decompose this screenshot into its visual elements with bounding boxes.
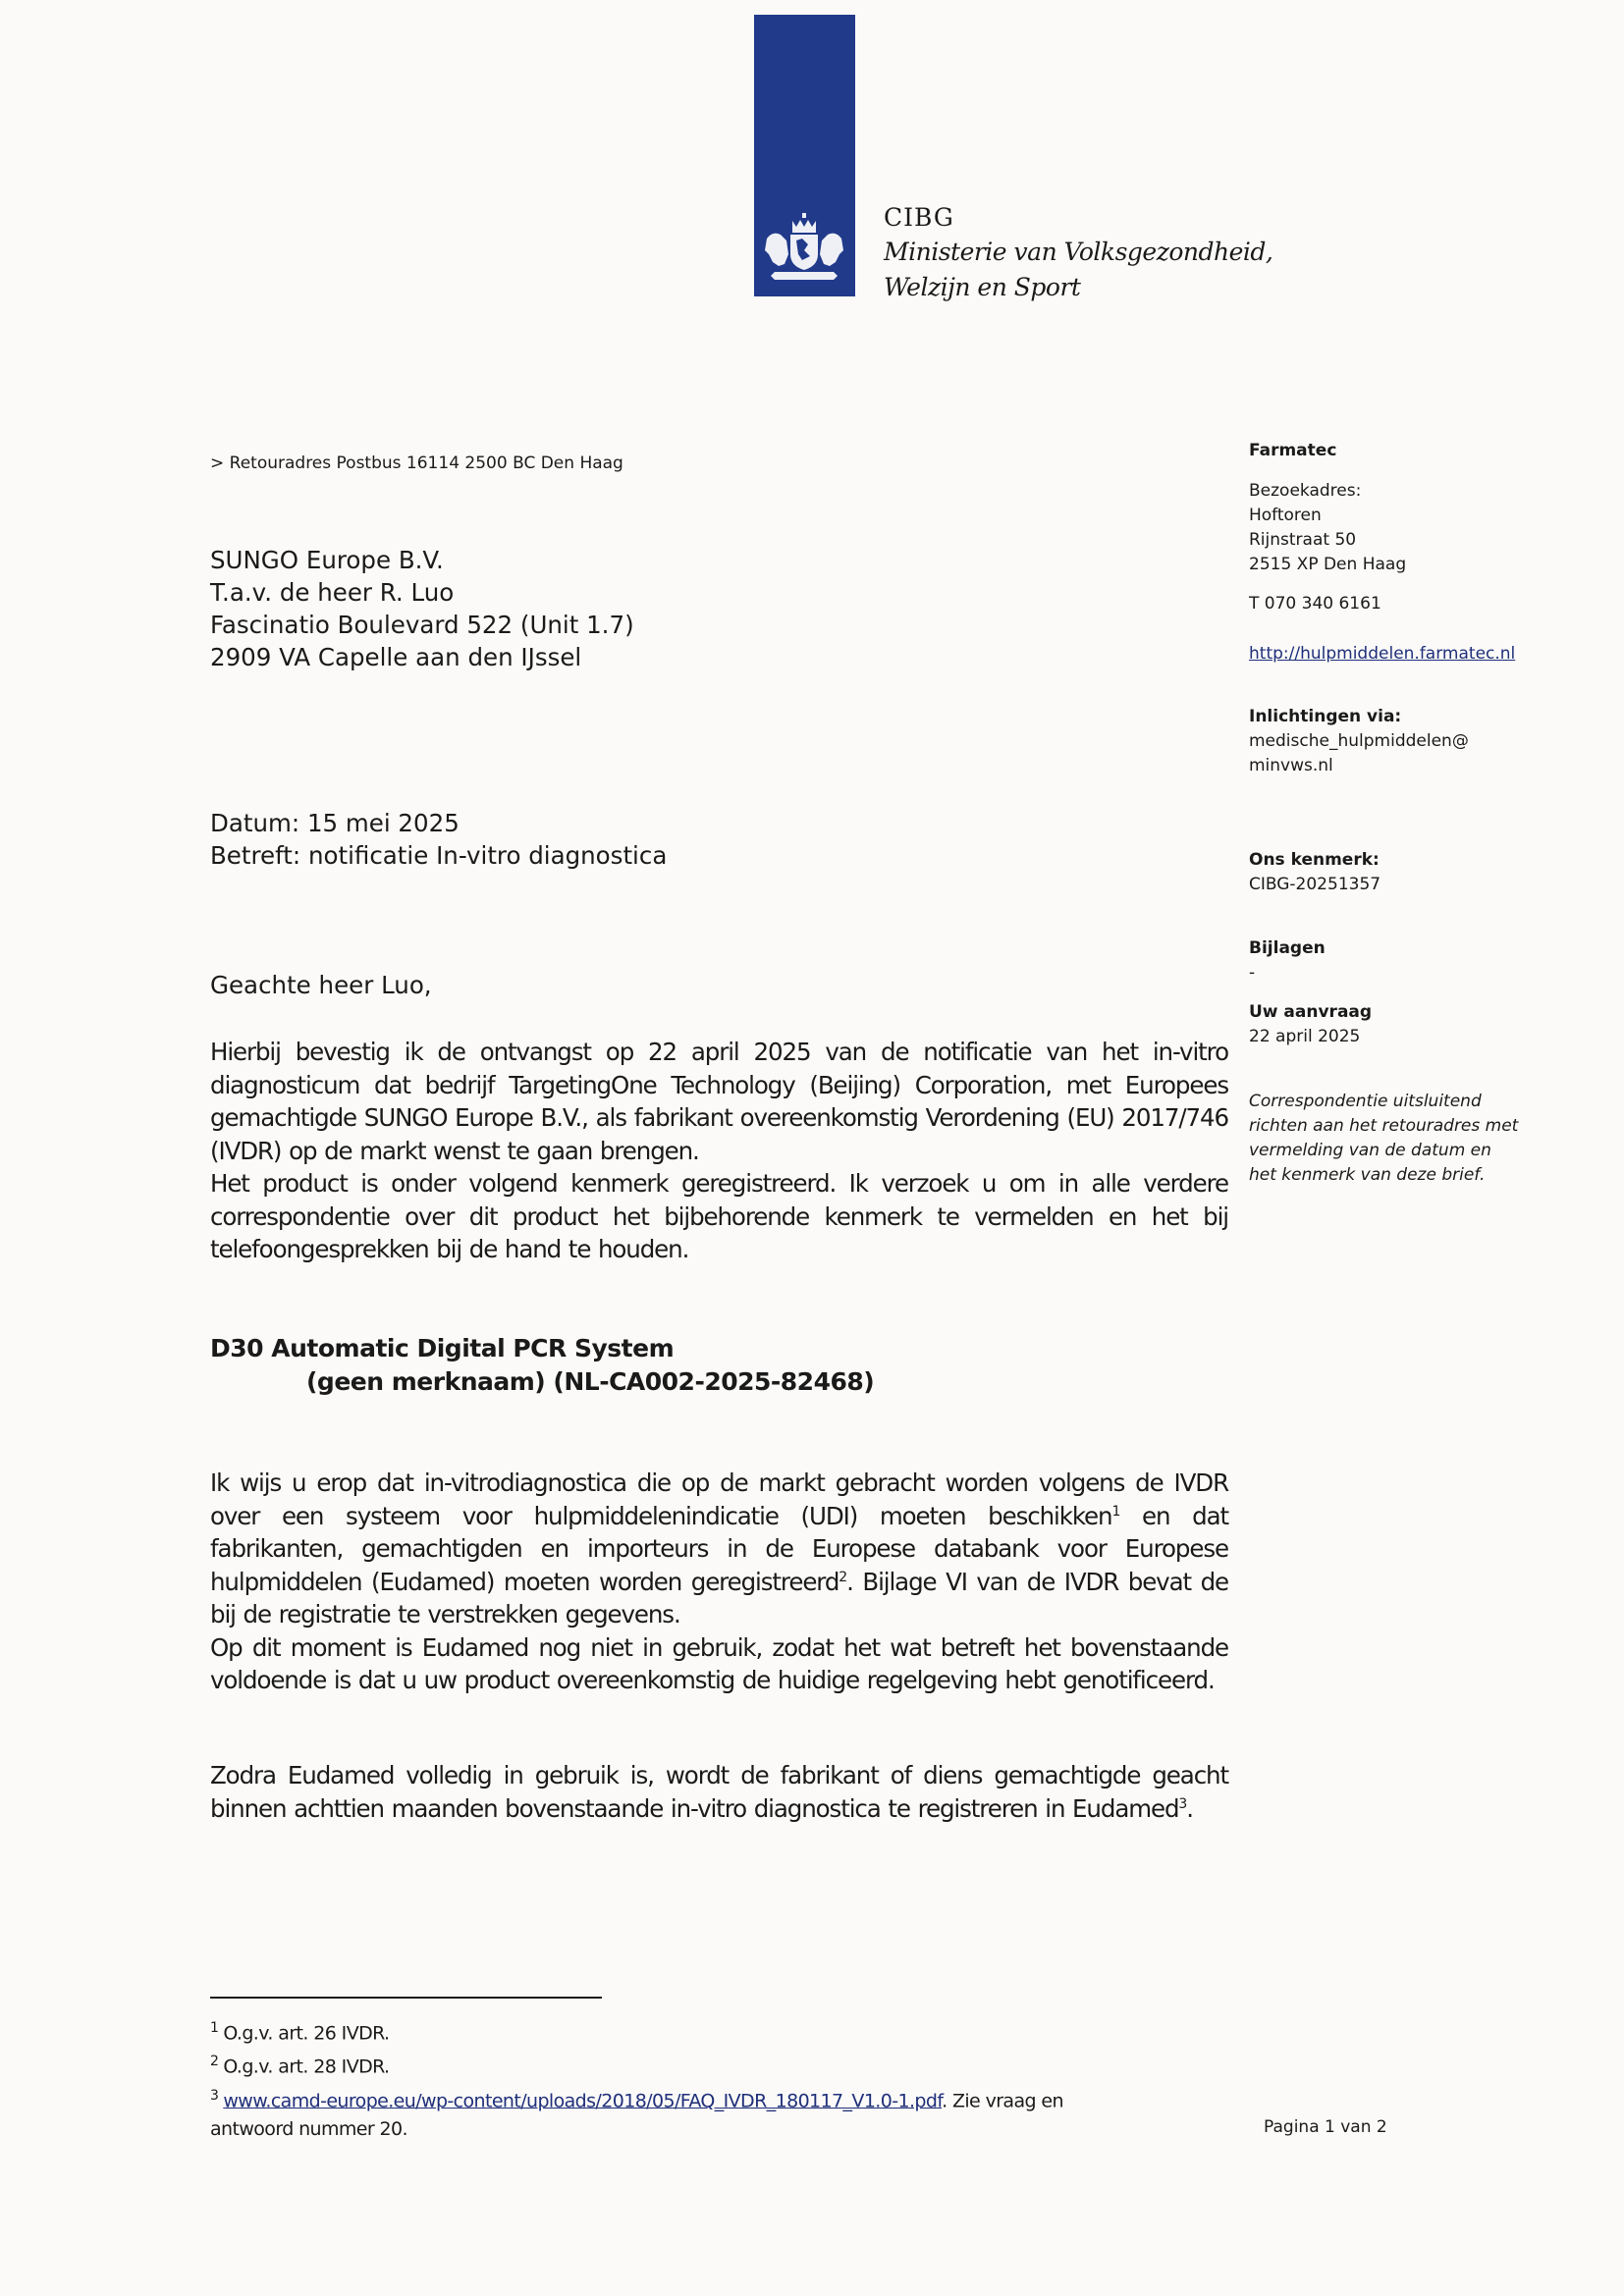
visit-address-line2: Rijnstraat 50 bbox=[1249, 530, 1357, 550]
department-name: Farmatec bbox=[1249, 441, 1337, 460]
footnote-ref-2: 2 bbox=[839, 1569, 847, 1585]
organization-name bbox=[884, 201, 1272, 305]
paragraph-eudamed-registration bbox=[210, 1759, 1228, 1825]
paragraph-eudamed-text1: Zodra Eudamed volledig in gebruik is, wordt de fabrikant of diens gemachtigde geacht binnen achttien maanden bovenstaande in-vitro diagnostica te registreren in Eudamed bbox=[210, 1761, 1228, 1823]
body-section-intro bbox=[210, 1036, 1228, 1266]
footnote-1-text: O.g.v. art. 26 IVDR. bbox=[223, 2022, 390, 2045]
paragraph-eudamed-text2: . bbox=[1186, 1793, 1193, 1823]
paragraph-udi bbox=[210, 1467, 1228, 1631]
product-registration-code: (geen merknaam) (NL-CA002-2025-82468) bbox=[306, 1367, 875, 1396]
org-short-name: CIBG bbox=[884, 203, 954, 232]
note-line1: Correspondentie uitsluitend bbox=[1249, 1092, 1482, 1111]
addressee-block bbox=[210, 544, 634, 673]
sidebar-visit-address bbox=[1249, 479, 1406, 577]
visit-address-line1: Hoftoren bbox=[1249, 506, 1322, 525]
footnote-2-text: O.g.v. art. 28 IVDR. bbox=[223, 2056, 390, 2078]
note-line3: vermelding van de datum en bbox=[1249, 1141, 1491, 1160]
sidebar-reference bbox=[1249, 848, 1380, 897]
sidebar-department bbox=[1249, 439, 1336, 463]
paragraph-registration: Het product is onder volgend kenmerk geregistreerd. Ik verzoek u om in alle verdere correspondentie over dit product het bijbehorende kenmerk te vermelden en het bij telefoongesprekken bij de hand te houden. bbox=[210, 1169, 1228, 1263]
attachments-value: - bbox=[1249, 963, 1256, 983]
date-value: 15 mei 2025 bbox=[306, 809, 460, 837]
product-heading bbox=[210, 1332, 874, 1399]
ministry-name-line2: Welzijn en Sport bbox=[884, 273, 1081, 301]
sidebar-request bbox=[1249, 1000, 1372, 1049]
visit-address-line3: 2515 XP Den Haag bbox=[1249, 555, 1407, 574]
footnote-1-number: 1 bbox=[210, 2020, 219, 2036]
visit-address-label: Bezoekadres: bbox=[1249, 481, 1362, 501]
footnote-divider bbox=[210, 1997, 602, 1999]
reference-value: CIBG-20251357 bbox=[1249, 875, 1381, 894]
footnote-3-number: 3 bbox=[210, 2087, 219, 2104]
date-line bbox=[210, 807, 667, 839]
addressee-attention: T.a.v. de heer R. Luo bbox=[210, 578, 455, 607]
addressee-company: SUNGO Europe B.V. bbox=[210, 546, 444, 574]
footnotes bbox=[210, 2014, 1063, 2144]
footnote-3 bbox=[210, 2082, 1063, 2115]
attachments-label: Bijlagen bbox=[1249, 938, 1326, 958]
request-label: Uw aanvraag bbox=[1249, 1002, 1373, 1022]
footnote-1 bbox=[210, 2014, 1063, 2048]
footnote-2 bbox=[210, 2048, 1063, 2081]
addressee-street: Fascinatio Boulevard 522 (Unit 1.7) bbox=[210, 611, 634, 639]
footnote-2-number: 2 bbox=[210, 2054, 219, 2070]
letter-meta bbox=[210, 807, 667, 872]
subject-label: Betreft: bbox=[210, 841, 301, 870]
website-link[interactable]: http://hulpmiddelen.farmatec.nl bbox=[1249, 644, 1516, 664]
footnote-3-text: . Zie vraag en bbox=[942, 2089, 1063, 2111]
info-email-line2: minvws.nl bbox=[1249, 756, 1333, 775]
salutation: Geachte heer Luo, bbox=[210, 971, 432, 999]
paragraph-udi-text3: . Bijlage VI van de IVDR bevat de bij de registratie te verstrekken gegevens. bbox=[210, 1567, 1228, 1629]
footnote-ref-1: 1 bbox=[1111, 1503, 1120, 1520]
sidebar-correspondence-note bbox=[1249, 1090, 1518, 1188]
page-number: Pagina 1 van 2 bbox=[1264, 2117, 1387, 2137]
return-address: > Retouradres Postbus 16114 2500 BC Den Haag bbox=[210, 454, 623, 473]
info-email-line1: medische_hulpmiddelen@ bbox=[1249, 731, 1469, 751]
body-section-udi bbox=[210, 1467, 1228, 1697]
sidebar-attachments bbox=[1249, 936, 1326, 986]
addressee-city: 2909 VA Capelle aan den IJssel bbox=[210, 643, 582, 671]
body-section-eudamed bbox=[210, 1759, 1228, 1825]
paragraph-eudamed-status: Op dit moment is Eudamed nog niet in gebruik, zodat het wat betreft het bovenstaande voldoende is dat u uw product overeenkomstig de huidige regelgeving hebt genotificeerd. bbox=[210, 1632, 1228, 1694]
product-name: D30 Automatic Digital PCR System bbox=[210, 1334, 675, 1362]
ministry-name-line1: Ministerie van Volksgezondheid, bbox=[884, 238, 1273, 266]
subject-value: notificatie In-vitro diagnostica bbox=[307, 841, 668, 870]
sidebar-website bbox=[1249, 642, 1515, 667]
note-line2: richten aan het retouradres met bbox=[1249, 1116, 1519, 1136]
paragraph-receipt: Hierbij bevestig ik de ontvangst op 22 april 2025 van de notificatie van het in-vitro diagnosticum dat bedrijf TargetingOne Technology (Beijing) Corporation, met Europees gemachtigde SUNGO Europe B.V., als fabrikant overeenkomstig Verordening (EU) 2017/746 (IVDR) op de markt wenst te gaan brengen. bbox=[210, 1038, 1228, 1165]
sidebar-phone: T 070 340 6161 bbox=[1249, 594, 1381, 614]
request-value: 22 april 2025 bbox=[1249, 1027, 1361, 1046]
note-line4: het kenmerk van deze brief. bbox=[1249, 1165, 1486, 1185]
paragraph-udi-text2: en dat fabrikanten, gemachtigden en importeurs in de Europese databank voor Europese hulpmiddelen (Eudamed) moeten worden geregistreerd bbox=[210, 1501, 1228, 1596]
government-logo-bar bbox=[754, 15, 855, 296]
footnote-ref-3: 3 bbox=[1178, 1795, 1187, 1812]
sidebar-info bbox=[1249, 705, 1469, 778]
info-label: Inlichtingen via: bbox=[1249, 707, 1402, 726]
footnote-3-continued: antwoord nummer 20. bbox=[210, 2117, 407, 2140]
camd-faq-link[interactable]: www.camd-europe.eu/wp-content/uploads/2018/05/FAQ_IVDR_180117_V1.0-1.pdf bbox=[223, 2089, 943, 2111]
subject-line bbox=[210, 839, 667, 872]
coat-of-arms-icon bbox=[759, 211, 849, 290]
date-label: Datum: bbox=[210, 809, 300, 837]
reference-label: Ons kenmerk: bbox=[1249, 850, 1380, 870]
paragraph-udi-text1: Ik wijs u erop dat in-vitrodiagnostica die op de markt gebracht worden volgens de IVDR over een systeem voor hulpmiddelenindicatie (UDI) moeten beschikken bbox=[210, 1468, 1228, 1530]
